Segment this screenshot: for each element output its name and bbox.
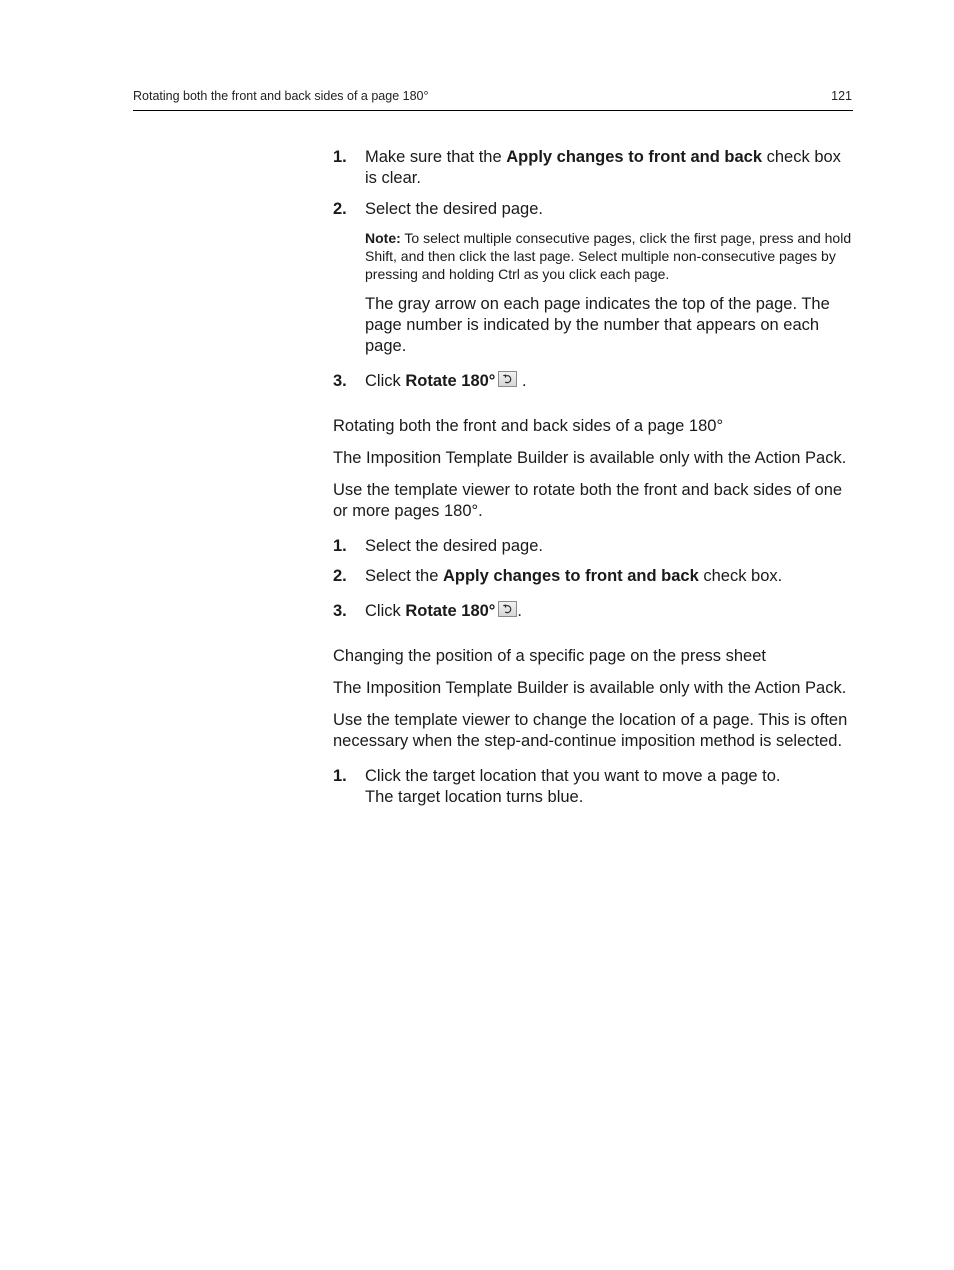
step-text-pre: Click xyxy=(365,372,406,390)
gray-arrow-explanation: The gray arrow on each page indicates the top of the page. The page number is indicated by the number that appears on each page. xyxy=(365,295,830,355)
step-text-pre: Make sure that the xyxy=(365,148,507,166)
note-label: Note: xyxy=(365,230,401,246)
step-number: 2. xyxy=(333,200,347,218)
step-text-post: . xyxy=(517,602,522,620)
note-text: To select multiple consecutive pages, click the first page, press and hold Shift, and then click the last page. Select multiple non-consecutive pages by pressing and holding Ctrl as you click each page. xyxy=(365,230,852,282)
step-text xyxy=(365,567,782,585)
step-number: 1. xyxy=(333,148,347,166)
step-text-pre: Select the xyxy=(365,567,443,585)
step-text: Select the desired page. xyxy=(365,200,543,218)
step-text: Click the target location that you want to move a page to. xyxy=(365,767,781,785)
availability-note: The Imposition Template Builder is available only with the Action Pack. xyxy=(333,449,847,467)
step-text-pre: Click xyxy=(365,602,406,620)
step-text xyxy=(365,602,522,620)
step-text: Select the desired page. xyxy=(365,537,543,555)
ui-label-rotate: Rotate 180° xyxy=(405,372,496,390)
step-text-post: check box. xyxy=(698,567,783,585)
rotate-180-icon xyxy=(498,601,517,617)
section-heading: Rotating both the front and back sides of a page 180° xyxy=(333,417,724,435)
page-content xyxy=(333,147,855,808)
s1-step-3 xyxy=(333,371,855,392)
step-text xyxy=(365,372,527,390)
step-number: 1. xyxy=(333,537,347,555)
intro-paragraph: Use the template viewer to change the location of a page. This is often necessary when the step-and-continue imposition method is selected. xyxy=(333,711,848,750)
s3-step-1 xyxy=(333,766,855,808)
ui-label-apply-changes: Apply changes to front and back xyxy=(506,148,763,166)
step-result: The target location turns blue. xyxy=(365,788,584,806)
s1-step-1 xyxy=(333,147,855,189)
section-heading: Changing the position of a specific page on the press sheet xyxy=(333,647,766,665)
page-number: 121 xyxy=(831,89,852,103)
step-text-post: check box is clear. xyxy=(365,148,841,187)
s1-step-2 xyxy=(333,199,855,220)
note xyxy=(365,229,855,283)
step-number: 3. xyxy=(333,602,347,620)
s2-step-2 xyxy=(333,566,855,587)
header-title: Rotating both the front and back sides of a page 180° xyxy=(133,89,429,103)
ui-label-apply-changes: Apply changes to front and back xyxy=(442,567,699,585)
page-header xyxy=(133,88,853,111)
step-number: 1. xyxy=(333,767,347,785)
rotate-180-icon xyxy=(498,371,517,387)
s2-step-1 xyxy=(333,536,855,557)
availability-note: The Imposition Template Builder is available only with the Action Pack. xyxy=(333,679,847,697)
ui-label-rotate: Rotate 180° xyxy=(405,602,496,620)
step-text xyxy=(365,148,841,187)
step-text-post: . xyxy=(517,372,527,390)
step-number: 3. xyxy=(333,372,347,390)
intro-paragraph: Use the template viewer to rotate both the front and back sides of one or more pages 180°. xyxy=(333,481,843,520)
step-number: 2. xyxy=(333,567,347,585)
s2-step-3 xyxy=(333,601,855,622)
